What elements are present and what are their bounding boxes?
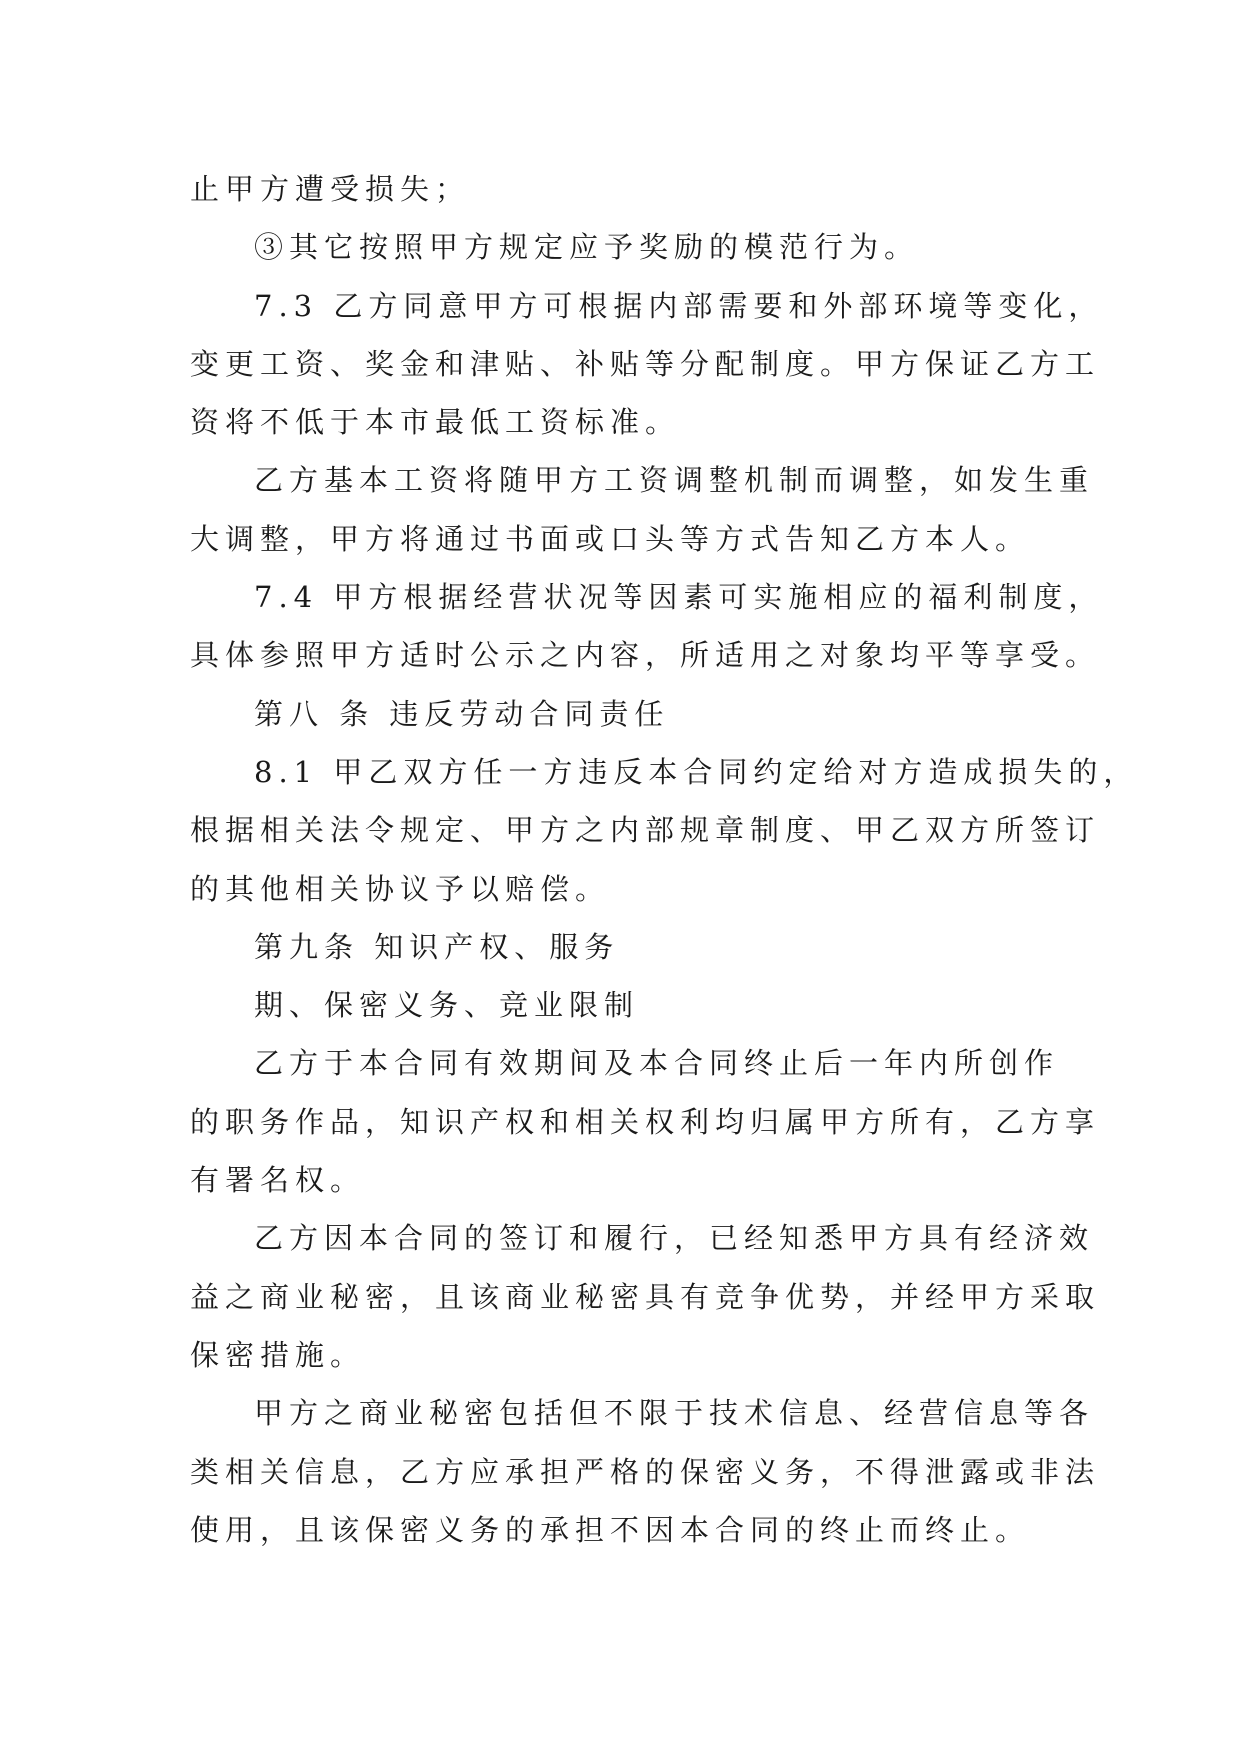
- section-heading: 期、保密义务、竞业限制: [254, 988, 640, 1023]
- text-line: 有署名权。: [190, 1163, 366, 1198]
- text-line: 资将不低于本市最低工资标准。: [190, 405, 681, 440]
- text-line: 类相关信息，乙方应承担严格的保密义务，不得泄露或非法: [190, 1454, 1101, 1489]
- text-line: 甲方之商业秘密包括但不限于技术信息、经营信息等各: [254, 1396, 1095, 1431]
- text-line: 根据相关法令规定、甲方之内部规章制度、甲乙双方所签订: [190, 813, 1101, 848]
- text-line: ③其它按照甲方规定应予奖励的模范行为。: [254, 230, 920, 265]
- text-line: 的职务作品，知识产权和相关权利均归属甲方所有，乙方享: [190, 1104, 1101, 1139]
- document-body: [190, 160, 1139, 1559]
- text-line: 的其他相关协议予以赔偿。: [190, 871, 611, 906]
- text-line: 益之商业秘密，且该商业秘密具有竞争优势，并经甲方采取: [190, 1279, 1101, 1314]
- text-line: 8.1 甲乙双方任一方违反本合同约定给对方造成损失的，: [254, 754, 1139, 789]
- text-line: 7.3 乙方同意甲方可根据内部需要和外部环境等变化，: [254, 288, 1104, 323]
- text-line: 具体参照甲方适时公示之内容，所适用之对象均平等享受。: [190, 638, 1101, 673]
- text-line: 乙方于本合同有效期间及本合同终止后一年内所创作: [254, 1046, 1060, 1081]
- text-line: 使用，且该保密义务的承担不因本合同的终止而终止。: [190, 1512, 1031, 1547]
- text-line: 保密措施。: [190, 1337, 366, 1372]
- text-line: 乙方基本工资将随甲方工资调整机制而调整，如发生重: [254, 463, 1095, 498]
- text-line: 止甲方遭受损失；: [190, 172, 471, 206]
- text-line: 大调整，甲方将通过书面或口头等方式告知乙方本人。: [190, 521, 1031, 556]
- text-line: 乙方因本合同的签订和履行，已经知悉甲方具有经济效: [254, 1221, 1095, 1256]
- text-line: 变更工资、奖金和津贴、补贴等分配制度。甲方保证乙方工: [190, 346, 1101, 381]
- section-heading: 第八 条 违反劳动合同责任: [254, 696, 670, 731]
- section-heading: 第九条 知识产权、服务: [254, 929, 620, 964]
- text-line: 7.4 甲方根据经营状况等因素可实施相应的福利制度，: [254, 580, 1104, 615]
